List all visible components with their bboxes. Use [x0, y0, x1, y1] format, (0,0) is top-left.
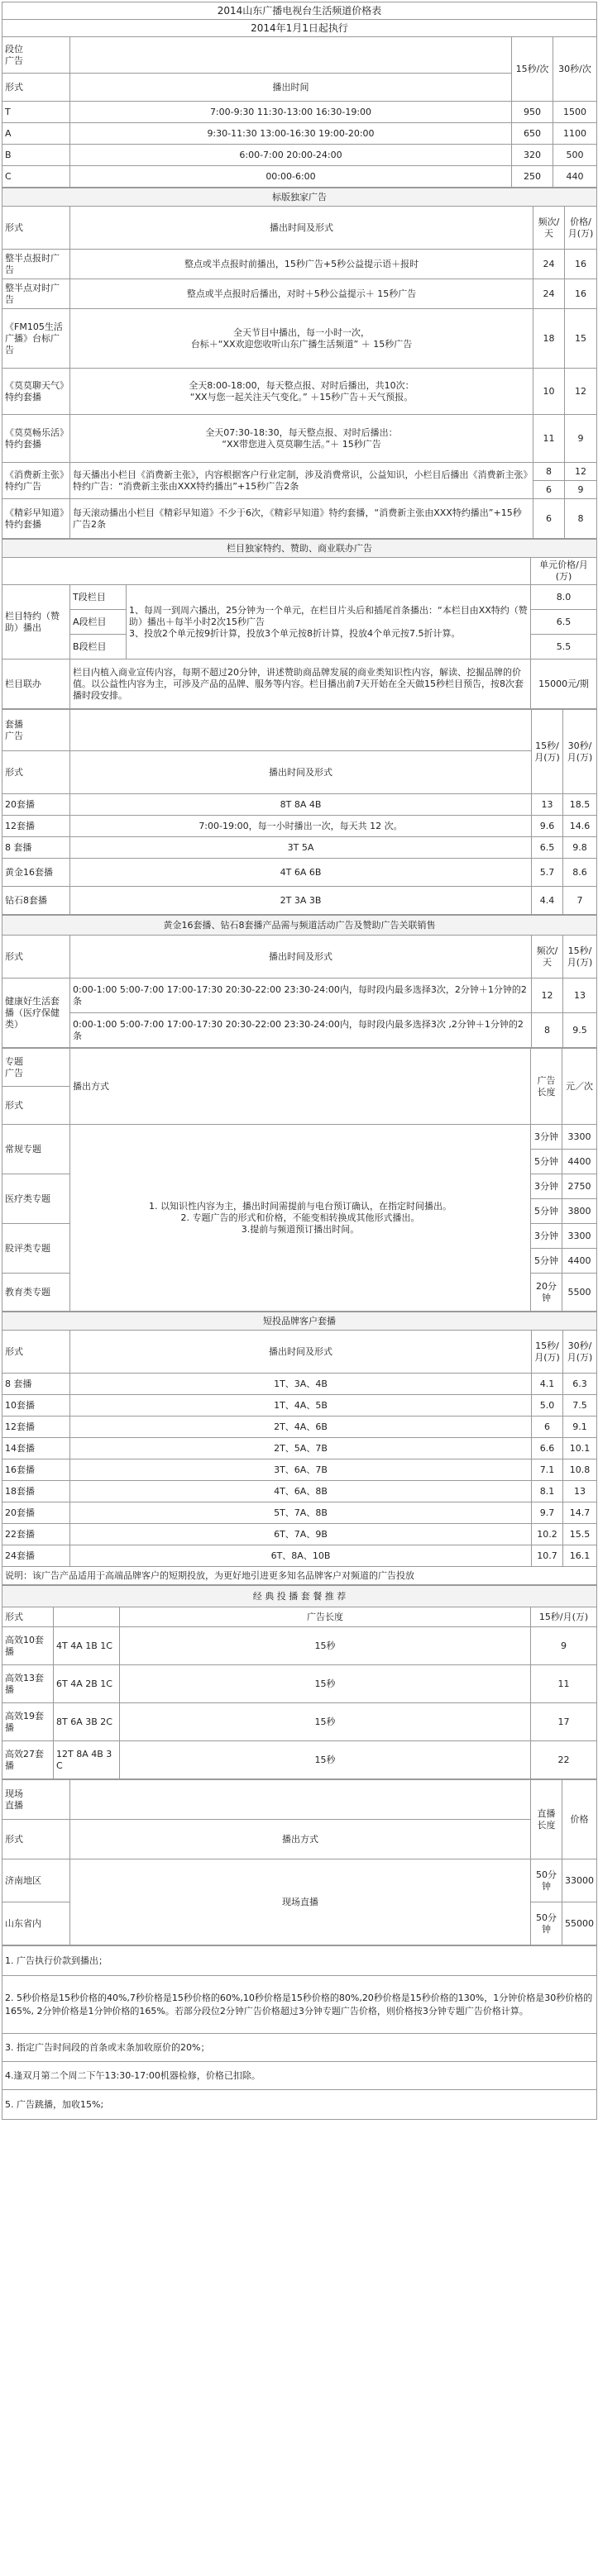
health-package-table	[2, 915, 597, 1048]
header-time: 播出时间	[70, 74, 512, 102]
sponsor-group: 栏目特约（赞助）播出	[2, 585, 70, 659]
header-desc: 播出时间及形式	[70, 1331, 532, 1374]
note-item: 4.逢双月第二个周二下午13:30-17:00机器检修，价格已扣除。	[2, 2062, 597, 2090]
table-row: 22套播 6T、7A、9B 10.2 15.5	[2, 1524, 597, 1545]
note-item: 5. 广告跳播，加收15%;	[2, 2090, 597, 2120]
table-row: 8 套播 3T 5A 6.5 9.8	[2, 837, 597, 859]
table-row: C 00:00-6:00 250 440	[2, 166, 597, 188]
time-slot-table	[2, 2, 597, 188]
table-row: 股评类专题 3分钟 3300	[2, 1224, 597, 1249]
table-row: 10套播 1T、4A、5B 5.0 7.5	[2, 1395, 597, 1417]
header-live: 现场 直播	[2, 1780, 70, 1820]
table-row: 5分钟 3800	[2, 1199, 597, 1224]
table-row: 高效19套播 8T 6A 3B 2C 15秒 17	[2, 1703, 597, 1741]
table-row: 20套播 5T、7A、8B 9.7 14.7	[2, 1502, 597, 1524]
header-form: 形式	[2, 936, 70, 978]
table-row: 5分钟 4400	[2, 1249, 597, 1274]
header-desc: 播出时间及形式	[70, 207, 533, 250]
header-form: 形式	[2, 1087, 70, 1125]
header-form: 形式	[2, 207, 70, 250]
package-table	[2, 709, 597, 915]
table-row: 钻石8套播 2T 3A 3B 4.4 7	[2, 887, 597, 915]
doc-title: 2014山东广播电视台生活频道价格表	[2, 2, 597, 20]
header-price: 价格	[562, 1780, 597, 1859]
table-row: 14套播 2T、5A、7B 6.6 10.1	[2, 1438, 597, 1459]
feature-desc: 1. 以知识性内容为主，播出时间需提前与电台预订确认，在指定时间播出。 2. 专题广告的形式和价格，不能变相转换成其他形式播出。 3.提前与频道预订播出时间。	[70, 1125, 531, 1312]
table-row: 栏目特约（赞助）播出 T段栏目 1、每周一到周六播出，25分钟为一个单元，在栏目片头后和插尾首条播出：“本栏目由XX特约（赞助）播出＋每半小时2次15秒广告 3、投放2个单元按9折计算，投放3个单元按8折计算，投放4个单元按7.5折计算。 8.0	[2, 585, 597, 610]
section-title: 短投品牌客户套播	[2, 1312, 597, 1331]
section-title: 黄金16套播、钻石8套播产品需与频道活动广告及赞助广告关联销售	[2, 916, 597, 936]
short-term-note: 说明：该广告产品适用于高端品牌客户的短期投放，为更好地引进更多知名品牌客户对频道的广告投放	[2, 1567, 597, 1585]
header-price: 价格/月(万)	[565, 207, 597, 250]
table-row: 《莫莫畅乐活》特约套播 全天07:30-18:30，每天整点报、对时后播出： “XX带您进入莫莫聊生活。”＋ 15秒广告 11 9	[2, 415, 597, 463]
note-item: 3. 指定广告时间段的首条或末条加收原价的20%；	[2, 2034, 597, 2062]
table-row: 整半点对时广告 整点或半点报时后播出，对时＋5秒公益提示＋ 15秒广告 24 16	[2, 279, 597, 309]
table-row: 济南地区 现场直播 50分钟 33000	[2, 1859, 597, 1902]
table-row: A 9:30-11:30 13:00-16:30 19:00-20:00 650 1100	[2, 123, 597, 145]
header-form: 形式	[2, 74, 70, 102]
header-form: 形式	[2, 751, 70, 794]
header-price: 元／次	[562, 1049, 597, 1125]
table-row: 栏目联办 栏目内植入商业宣传内容，每期不超过20分钟，讲述赞助商品牌发展的商业类知识性内容，解读、挖掘品牌的价值。以公益性内容为主，可涉及产品的品牌、服务等内容。栏目播出前7天开始在全天做15秒栏目预告，按8次套播时段安排。 15000元/期	[2, 659, 597, 709]
table-row: 健康好生活套播（医疗保健类） 0:00-1:00 5:00-7:00 17:00-17:30 20:30-22:00 23:30-24:00内，每时段内最多选择3次，2分钟＋1分钟的2条 12 13	[2, 978, 597, 1013]
table-row: A段栏目 6.5	[2, 610, 597, 635]
notes-table	[2, 1945, 597, 2120]
sponsor-desc: 1、每周一到周六播出，25分钟为一个单元，在栏目片头后和插尾首条播出：“本栏目由XX特约（赞助）播出＋每半小时2次15秒广告 3、投放2个单元按9折计算，投放3个单元按8折计算，投放4个单元按7.5折计算。	[127, 585, 531, 659]
live-mode: 现场直播	[70, 1859, 531, 1945]
header-price: 15秒/月(万)	[531, 1607, 597, 1627]
table-row: B 6:00-7:00 20:00-24:00 320 500	[2, 145, 597, 166]
table-row: 高效10套播 4T 4A 1B 1C 15秒 9	[2, 1627, 597, 1665]
header-length: 广告长度	[120, 1607, 531, 1627]
table-row: 山东省内 50分钟 55000	[2, 1902, 597, 1945]
header-length: 广告长度	[531, 1049, 562, 1125]
table-row: 整半点报时广告 整点或半点报时前播出，15秒广告+5秒公益提示语＋报时 24 16	[2, 250, 597, 279]
table-row: 12套播 7:00-19:00，每一小时播出一次，每天共 12 次。 9.6 14.6	[2, 816, 597, 837]
note-item: 2. 5秒价格是15秒价格的40%,7秒价格是15秒价格的60%,10秒价格是15秒价格的80%,20秒价格是15秒价格的130%，1分钟价格是30秒价格的165%, 2分钟价格是1分钟价格的165%。若部分段位2分钟广告价格超过3分钟专题广告价格，则价格按3分钟专题广告价格计算。	[2, 1976, 597, 2034]
table-row: 5分钟 4400	[2, 1150, 597, 1174]
header-feature: 专题 广告	[2, 1049, 70, 1087]
table-row: T 7:00-9:30 11:30-13:00 16:30-19:00 950 1500	[2, 102, 597, 123]
header-length: 直播长度	[531, 1780, 562, 1859]
table-row: 高效27套播 12T 8A 4B 3C 15秒 22	[2, 1741, 597, 1779]
header-package: 套播 广告	[2, 710, 70, 751]
table-row: 常规专题 1. 以知识性内容为主，播出时间需提前与电台预订确认，在指定时间播出。 2. 专题广告的形式和价格，不能变相转换成其他形式播出。 3.提前与频道预订播出时间。 3分钟 3300	[2, 1125, 597, 1150]
sponsorship-table	[2, 539, 597, 709]
table-row: 20套播 8T 8A 4B 13 18.5	[2, 794, 597, 816]
table-row: 0:00-1:00 5:00-7:00 17:00-17:30 20:30-22:00 23:30-24:00内，每时段内最多选择3次 ,2分钟＋1分钟的2条 8 9.5	[2, 1013, 597, 1048]
header-slot: 段位 广告	[2, 37, 70, 74]
header-form: 形式	[2, 1820, 70, 1859]
short-term-table	[2, 1312, 597, 1585]
header-price: 15秒/月(万)	[563, 936, 597, 978]
table-row: 黄金16套播 4T 6A 6B 5.7 8.6	[2, 859, 597, 887]
table-row: 《FM105生活广播》台标广告 全天节目中播出，每一小时一次， 台标＋“XX欢迎您收听山东广播生活频道” ＋ 15秒广告 18 15	[2, 309, 597, 369]
header-mode: 播出方式	[70, 1049, 531, 1125]
exclusive-ad-table	[2, 188, 597, 539]
header-desc: 播出时间及形式	[70, 751, 532, 794]
table-row: 16套播 3T、6A、7B 7.1 10.8	[2, 1459, 597, 1481]
table-row: 18套播 4T、6A、8B 8.1 13	[2, 1481, 597, 1502]
table-row: 《消费新主张》特约广告 每天播出小栏目《消费新主张》，内容根据客户行业定制，涉及消费常识，公益知识，小栏目后播出《消费新主张》特约广告：“消费新主张由XXX特约播出”+15秒广告2条 8 12	[2, 463, 597, 481]
header-30s: 30秒/次	[553, 37, 597, 102]
section-title: 经 典 投 播 套 餐 推 荐	[2, 1586, 597, 1607]
header-30s: 30秒/月(万)	[563, 1331, 597, 1374]
classic-package-table	[2, 1585, 597, 1779]
table-row: 12套播 2T、4A、6B 6 9.1	[2, 1417, 597, 1438]
table-row: 高效13套播 6T 4A 2B 1C 15秒 11	[2, 1665, 597, 1703]
header-freq: 频次/天	[532, 936, 563, 978]
header-15s: 15秒/次	[512, 37, 553, 102]
table-row: 医疗类专题 3分钟 2750	[2, 1174, 597, 1199]
header-desc: 播出时间及形式	[70, 936, 532, 978]
table-row: 24套播 6T、8A、10B 10.7 16.1	[2, 1545, 597, 1567]
header-freq: 频次/天	[533, 207, 565, 250]
table-row: 8 套播 1T、3A、4B 4.1 6.3	[2, 1374, 597, 1395]
header-mode: 播出方式	[70, 1820, 531, 1859]
section-title: 标版独家广告	[2, 188, 597, 207]
health-package-name: 健康好生活套播（医疗保健类）	[2, 978, 70, 1048]
table-row: 《精彩早知道》特约套播 每天滚动播出小栏目《精彩早知道》不少于6次，《精彩早知道》特约套播，“消费新主张由XXX特约播出”+15秒广告2条 6 8	[2, 499, 597, 539]
feature-ad-table	[2, 1048, 597, 1312]
header-form: 形式	[2, 1607, 54, 1627]
effective-date: 2014年1月1日起执行	[2, 20, 597, 37]
header-30s: 30秒/月(万)	[563, 710, 597, 794]
price-sheet	[2, 2, 596, 2120]
table-row: B段栏目 5.5	[2, 635, 597, 659]
header-15s: 15秒/月(万)	[532, 1331, 563, 1374]
table-row: 教育类专题 20分钟 5500	[2, 1274, 597, 1312]
header-price: 单元价格/月(万)	[531, 558, 597, 585]
table-row: 6 9	[2, 481, 597, 499]
live-broadcast-table	[2, 1779, 597, 1945]
header-15s: 15秒/月(万)	[532, 710, 563, 794]
table-row: 《莫莫聊天气》特约套播 全天8:00-18:00，每天整点报、对时后播出，共10次： “XX与您一起关注天气变化。” ＋15秒广告＋天气预报。 10 12	[2, 369, 597, 415]
section-title: 栏目独家特约、赞助、商业联办广告	[2, 540, 597, 558]
header-form: 形式	[2, 1331, 70, 1374]
note-item: 1. 广告执行价款到播出；	[2, 1946, 597, 1976]
